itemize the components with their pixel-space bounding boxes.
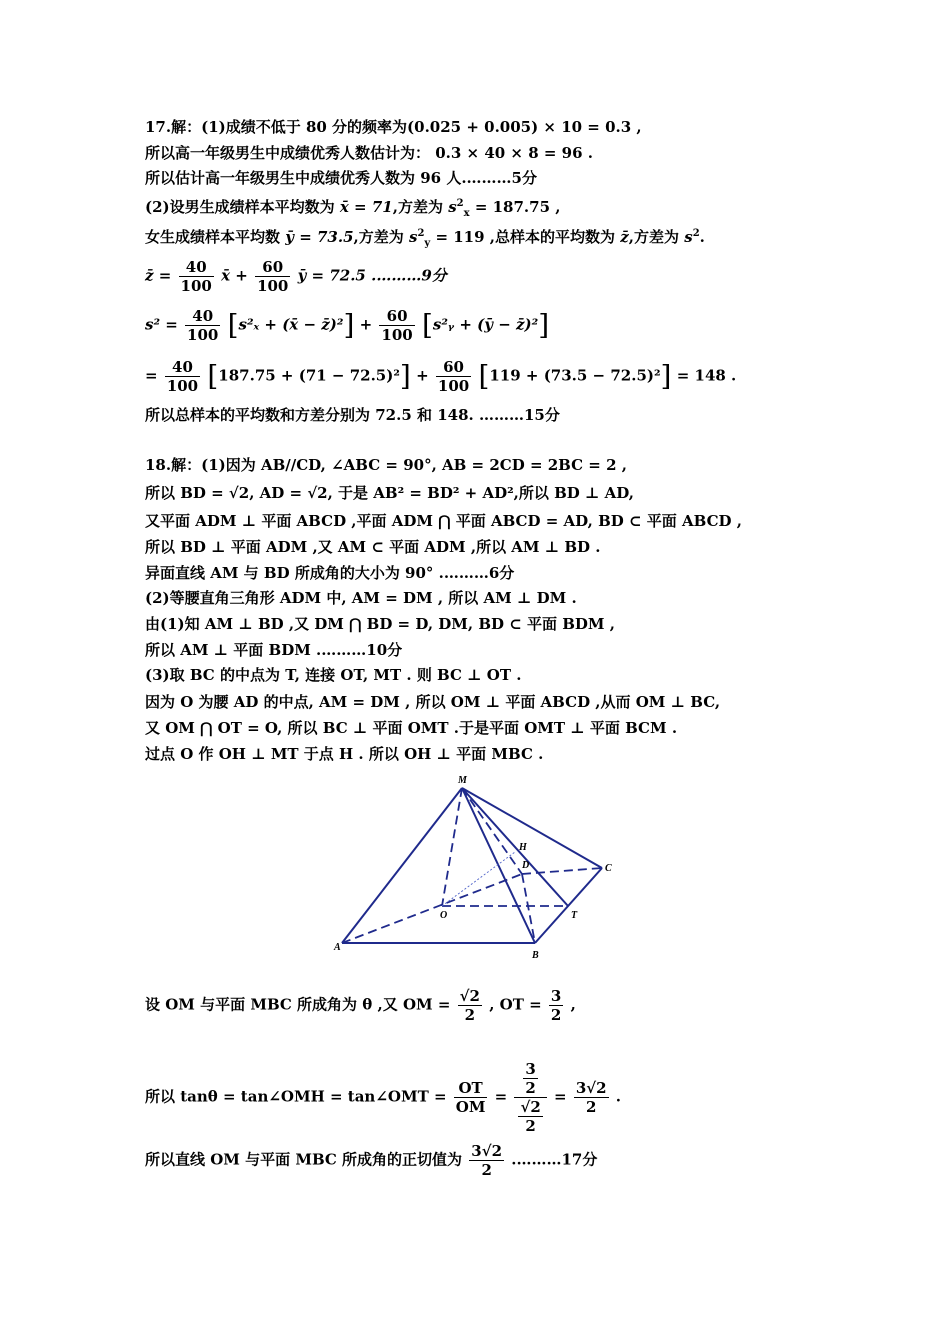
p18-angle-setup: 设 OM 与平面 MBC 所成角为 θ ,又 OM = $\frac{√2}{2}$ , OT = $\frac{3}{2}$ , — [145, 987, 576, 1024]
pyramid-figure — [330, 770, 630, 965]
p18-conclusion: 所以直线 OM 与平面 MBC 所成角的正切值为 $\frac{3√2}{2}$ .………17分 — [145, 1142, 598, 1179]
p17-line-3: 所以估计高一年级男生中成绩优秀人数为 96 人.………5分 — [145, 169, 537, 187]
fraction: $\frac{60}{100}$ — [381, 307, 413, 344]
p17-line-2: 所以高一年级男生中成绩优秀人数估计为： 0.3 × 40 × 8 = 96 . — [145, 144, 593, 162]
fraction: $\frac{3√2}{2}$ — [471, 1142, 503, 1179]
edge-MO — [442, 788, 462, 906]
label-T: T — [571, 910, 578, 921]
fraction: $\frac{60}{100}$ — [257, 258, 289, 295]
p18-line-9: (3)取 BC 的中点为 T, 连接 OT, MT . 则 BC ⊥ OT . — [145, 666, 522, 684]
label-B: B — [532, 950, 539, 961]
p17-eq-variance: s² = $\frac{40}{100}$ [s²ₓ + (x̄ − z̄)²] + $\frac{60}{100}$ [s²ᵧ + (ȳ − z̄)²] — [145, 307, 550, 344]
fraction: $\frac{√2}{2}$ — [459, 987, 480, 1024]
fraction: $\frac{40}{100}$ — [180, 258, 212, 295]
fraction: $\frac{40}{100}$ — [166, 358, 199, 395]
label-M: M — [458, 775, 467, 786]
p18-line-7: 由(1)知 AM ⊥ BD ,又 DM ⋂ BD = D, DM, BD ⊂ 平面 BDM , — [145, 615, 615, 633]
edge-DB — [522, 874, 535, 943]
p18-line-12: 过点 O 作 OH ⊥ MT 于点 H . 所以 OH ⊥ 平面 MBC . — [145, 745, 544, 763]
p18-line-11: 又 OM ⋂ OT = O, 所以 BC ⊥ 平面 OMT .于是平面 OMT ⊥ 平面 BCM . — [145, 719, 678, 737]
label-C: C — [605, 863, 612, 874]
fraction: $\frac{60}{100}$ — [437, 358, 470, 395]
label-D: D — [522, 860, 530, 871]
fraction: $\frac{3}{2}$ — [550, 987, 562, 1024]
complex-fraction: $\frac{\frac{3}{2}}{\frac{√2}{2}}$ — [514, 1060, 546, 1135]
p18-line-1: 18.解：(1)因为 AB//CD, ∠ABC = 90°, AB = 2CD = 2BC = 2 , — [145, 456, 627, 474]
p17-conclusion: 所以总样本的平均数和方差分别为 72.5 和 148. ………15分 — [145, 406, 560, 424]
p17-line-4: (2)设男生成绩样本平均数为 x̄ = 71,方差为 $s^2_x = 187.75$ , — [145, 198, 561, 219]
fraction: $\frac{40}{100}$ — [187, 307, 219, 344]
p18-line-8: 所以 AM ⊥ 平面 BDM .………10分 — [145, 641, 403, 659]
p17-eq-variance-value: = $\frac{40}{100}$ [187.75 + (71 − 72.5)²] + $\frac{60}{100}$ [119 + (73.5 − 72.5)²] = 148 . — [145, 358, 737, 395]
label-A: A — [334, 942, 341, 953]
p18-line-4: 所以 BD ⊥ 平面 ADM ,又 AM ⊂ 平面 ADM ,所以 AM ⊥ BD . — [145, 538, 601, 556]
edge-MC — [462, 788, 602, 868]
p18-line-3: 又平面 ADM ⊥ 平面 ABCD ,平面 ADM ⋂ 平面 ABCD = AD, BD ⊂ 平面 ABCD , — [145, 512, 742, 530]
fraction: $\frac{3√2}{2}$ — [575, 1079, 607, 1116]
p17-line-1: 17.解：(1)成绩不低于 80 分的频率为(0.025 + 0.005) × 10 = 0.3 , — [145, 118, 642, 136]
p18-tangent-calc: 所以 tanθ = tan∠OMH = tan∠OMT = $\frac{OT}{OM}$ = $\frac{\frac{3}{2}}{\frac{√2}{2}}$ = $\frac{3√2}{2}$ . — [145, 1060, 622, 1135]
p18-line-10: 因为 O 为腰 AD 的中点, AM = DM , 所以 OM ⊥ 平面 ABCD ,从而 OM ⊥ BC, — [145, 693, 721, 711]
label-O: O — [440, 910, 448, 921]
edge-MT — [462, 788, 568, 906]
p18-line-6: (2)等腰直角三角形 ADM 中, AM = DM , 所以 AM ⊥ DM . — [145, 589, 577, 607]
edge-MD — [462, 788, 522, 874]
p18-line-2: 所以 BD = √2, AD = √2, 于是 AB² = BD² + AD²,所以 BD ⊥ AD, — [145, 484, 634, 502]
p18-line-5: 异面直线 AM 与 BD 所成角的大小为 90° .………6分 — [145, 564, 515, 582]
p17-eq-mean: z̄ = $\frac{40}{100}$ x̄ + $\frac{60}{100}$ ȳ = 72.5 .………9分 — [145, 258, 447, 295]
p17-line-5: 女生成绩样本平均数 ȳ = 73.5,方差为 $s^2_y = 119$ ,总样本的平均数为 z̄,方差为 $s^2$. — [145, 228, 705, 249]
fraction: $\frac{OT}{OM}$ — [455, 1079, 486, 1116]
label-H: H — [519, 842, 527, 853]
